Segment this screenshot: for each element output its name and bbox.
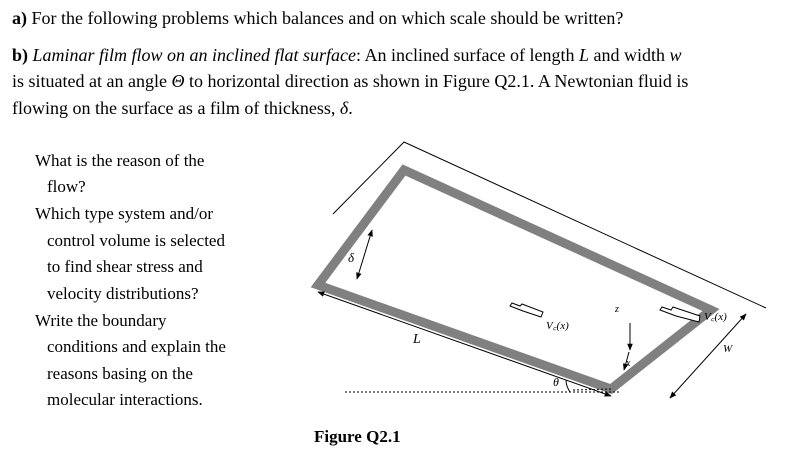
question-1-line-2: flow? — [47, 177, 86, 196]
velocity-label-2: V꜀(x) — [704, 311, 727, 323]
part-b-text-3: is situated at an angle — [12, 71, 172, 91]
velocity-arrow-1 — [510, 303, 543, 317]
part-a-label: a) — [12, 8, 27, 28]
figure-caption: Figure Q2.1 — [314, 427, 401, 446]
part-b-text-5: flowing on the surface as a film of thickness, — [12, 98, 340, 118]
part-b-title: Laminar film flow on an inclined flat surface — [32, 45, 357, 65]
theta-label: θ — [553, 375, 559, 389]
velocity-arrow-2 — [660, 307, 700, 322]
part-a-text: For the following problems which balances and on which scale should be written? — [31, 8, 624, 28]
var-theta: Θ — [171, 71, 185, 91]
question-2-line-4: velocity distributions? — [47, 284, 199, 303]
question-3-line-4: molecular interactions. — [47, 390, 203, 409]
question-2-line-3: to find shear stress and — [47, 257, 203, 276]
question-3-line-1: Write the boundary — [35, 311, 167, 330]
question-1-line-1: What is the reason of the — [35, 151, 205, 170]
width-arrow — [670, 314, 746, 398]
var-L: L — [578, 45, 589, 65]
question-3-line-2: conditions and explain the — [47, 337, 226, 356]
var-w: w — [669, 45, 682, 65]
part-b-text-4: to horizontal direction as shown in Figure Q2.1. A Newtonian fluid is — [184, 71, 689, 91]
film-top-outline — [333, 142, 766, 308]
z-label: z — [615, 304, 619, 315]
part-b-label: b) — [12, 45, 29, 65]
question-3-line-3: reasons basing on the — [47, 364, 193, 383]
velocity-label-1: V꜀(x) — [546, 320, 569, 332]
part-b-text-6: . — [348, 98, 353, 118]
inclined-plate — [318, 170, 711, 389]
length-label: L — [413, 332, 421, 347]
part-b-text-1: : An inclined surface of length — [356, 45, 579, 65]
part-b-text-2: and width — [588, 45, 670, 65]
question-2-line-1: Which type system and/or — [35, 204, 213, 223]
length-arrow — [318, 292, 611, 396]
theta-arc — [566, 380, 570, 392]
width-label: W — [723, 343, 733, 355]
delta-label: δ — [348, 250, 355, 265]
question-2-line-2: control volume is selected — [47, 231, 225, 250]
x-label: x — [626, 358, 631, 369]
var-delta: δ — [339, 98, 349, 118]
